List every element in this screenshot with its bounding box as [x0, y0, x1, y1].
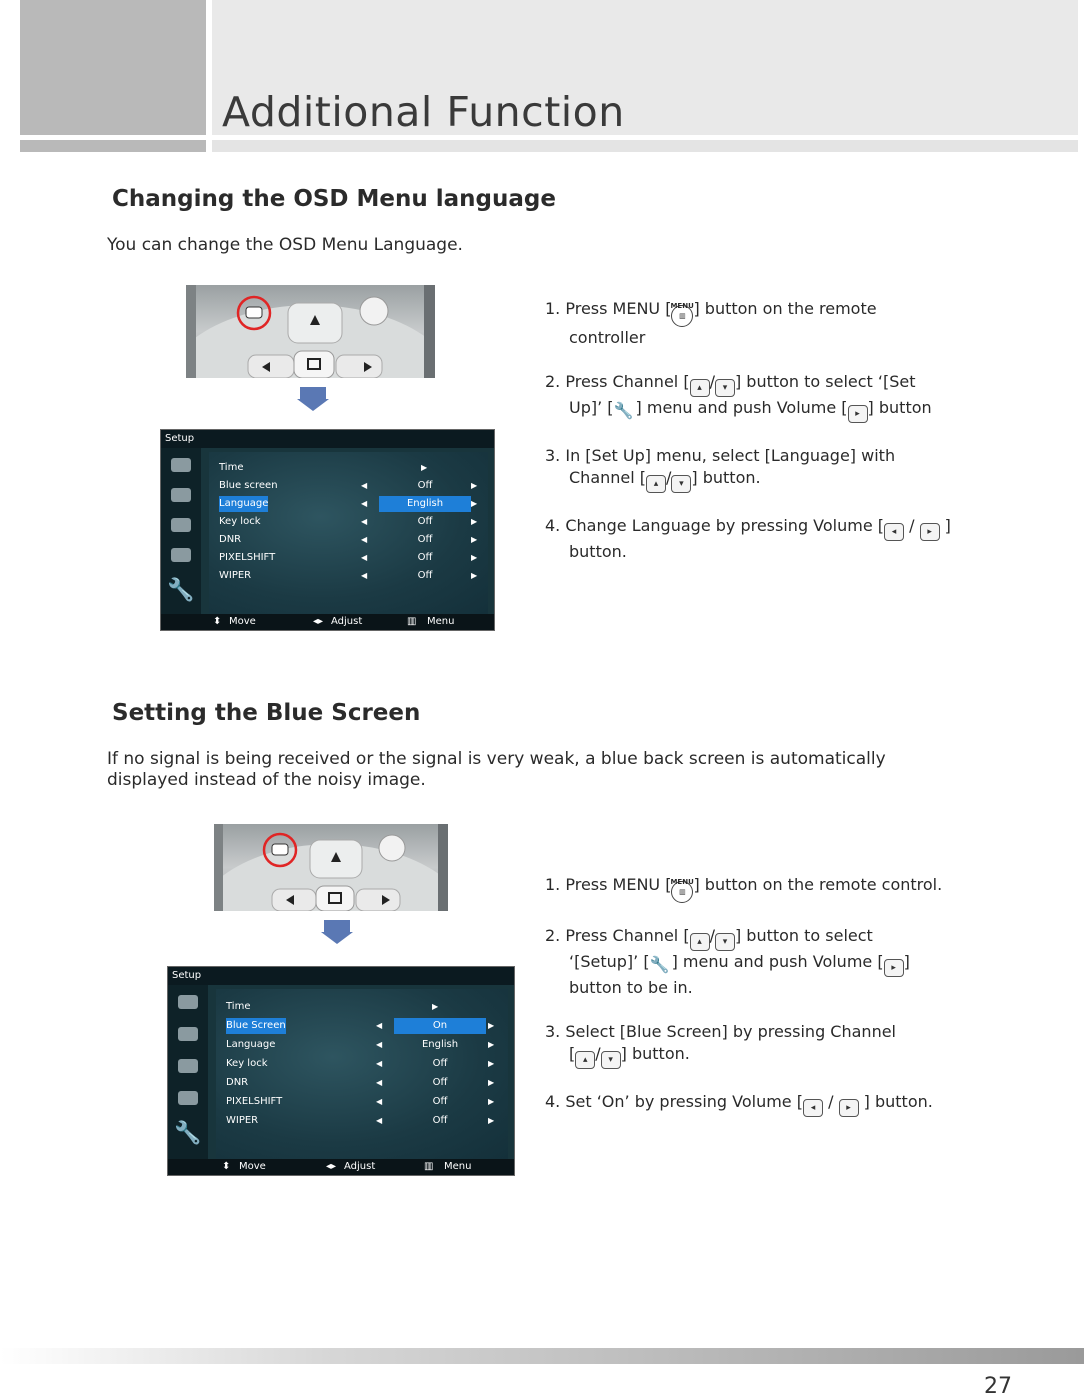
step-3: 3. Select [Blue Screen] by pressing Channel [ ▴ / ▾ ] button.: [545, 1021, 1015, 1069]
osd-sidebar: [168, 985, 208, 1159]
input-icon: [178, 1091, 198, 1105]
section-intro: You can change the OSD Menu Language.: [107, 235, 463, 255]
osd-row: Blue screen ◀ Off ▶: [219, 480, 478, 491]
osd-row: Time ▶: [226, 1001, 439, 1012]
osd-row: DNR ◀ Off ▶: [226, 1077, 495, 1088]
channel-down-icon: ▾: [671, 475, 691, 493]
step-4: 4. Change Language by pressing Volume [ ◂ / ▸ ] button.: [545, 516, 951, 561]
menu-button-icon: MENU ▥: [671, 881, 693, 903]
wrench-icon: 🔧: [174, 1121, 202, 1146]
step-1: 1. Press MENU [MENU ▥ ] button on the remote controller: [545, 298, 1005, 349]
channel-up-icon: ▴: [690, 933, 710, 951]
arrow-down-icon: [300, 387, 326, 399]
channel-up-icon: ▴: [646, 475, 666, 493]
arrow-down-head-icon: [297, 399, 329, 411]
remote-control-image: [214, 824, 448, 911]
osd-row: PIXELSHIFT ◀ Off ▶: [219, 552, 478, 563]
sound-mode-icon: [178, 1027, 198, 1041]
setup-wrench-icon: 🔧: [613, 401, 634, 420]
step-2: 2. Press Channel [ ▴ / ▾ ] button to select ‘[Setup]’ [🔧 ] menu and push Volume [ ▸ ] button to be in.: [545, 926, 910, 997]
menu-icon: ▥: [407, 616, 417, 627]
steps-list-osd-language: [545, 298, 1005, 585]
channel-down-icon: ▾: [601, 1051, 621, 1069]
osd-setup-menu: [160, 429, 495, 631]
remote-control-image: [186, 285, 435, 378]
section-title-osd-language: Changing the OSD Menu language: [112, 186, 556, 212]
osd-footer: ⬍ Move ◂▸ Adjust ▥ Menu: [161, 614, 494, 630]
arrow-down-head-icon: [321, 932, 353, 944]
osd-main-panel: [209, 452, 488, 614]
step-4: 4. Set ‘On’ by pressing Volume [ ◂ / ▸ ] button.: [545, 1091, 1015, 1117]
wrench-icon: 🔧: [167, 578, 195, 603]
osd-row: Key lock ◀ Off ▶: [219, 516, 478, 527]
step-2: 2. Press Channel [ ▴ / ▾ ] button to select ‘[Set Up]’ [🔧 ] menu and push Volume [ ▸ ] button: [545, 371, 1005, 423]
step-3: 3. In [Set Up] menu, select [Language] with Channel [ ▴ / ▾ ] button.: [545, 445, 1005, 493]
osd-setup-menu: [167, 966, 515, 1176]
osd-row-selected: Language ◀ English ▶: [219, 496, 482, 512]
osd-row-selected: Blue Screen ◀ On ▶: [226, 1018, 502, 1034]
remote-illustration: [214, 824, 448, 911]
osd-row: Language ◀ English ▶: [226, 1039, 495, 1050]
remote-illustration: [186, 285, 435, 378]
setup-wrench-icon: 🔧: [649, 955, 670, 974]
osd-footer: ⬍ Move ◂▸ Adjust ▥ Menu: [168, 1159, 514, 1175]
volume-up-icon: ▸: [884, 959, 904, 977]
step-1: 1. Press MENU [MENU ▥ ] button on the remote control.: [545, 874, 1015, 903]
section-intro-line-1: If no signal is being received or the signal is very weak, a blue back screen is automatically: [107, 749, 886, 769]
osd-row: PIXELSHIFT ◀ Off ▶: [226, 1096, 495, 1107]
picture-icon: [171, 458, 191, 472]
osd-sidebar: [161, 448, 201, 614]
move-icon: ⬍: [222, 1161, 231, 1172]
picture-icon: [178, 995, 198, 1009]
footer-bar: [0, 1348, 1084, 1364]
channel-down-icon: ▾: [715, 933, 735, 951]
channel-up-icon: ▴: [690, 379, 710, 397]
input-icon: [171, 548, 191, 562]
arrow-down-icon: [324, 920, 350, 932]
volume-up-icon: ▸: [920, 523, 940, 541]
section-title-blue-screen: Setting the Blue Screen: [112, 700, 421, 726]
move-icon: ⬍: [213, 616, 222, 627]
menu-icon: ▥: [424, 1161, 434, 1172]
page-number: 27: [984, 1374, 1012, 1399]
adjust-icon: ◂▸: [326, 1161, 337, 1172]
menu-button-icon: MENU ▥: [671, 305, 693, 327]
channel-up-icon: ▴: [575, 1051, 595, 1069]
osd-row: WIPER ◀ Off ▶: [219, 570, 478, 581]
header-rule-left: [20, 140, 206, 152]
sound-mode-icon: [171, 488, 191, 502]
speaker-icon: [178, 1059, 198, 1073]
osd-main-panel: [216, 989, 508, 1159]
section-intro-line-2: displayed instead of the noisy image.: [107, 770, 426, 790]
volume-up-icon: ▸: [839, 1099, 859, 1117]
page-title: Additional Function: [222, 88, 625, 136]
volume-down-icon: ◂: [884, 523, 904, 541]
channel-down-icon: ▾: [715, 379, 735, 397]
osd-header: Setup: [161, 430, 494, 448]
osd-row: Time ▶: [219, 462, 428, 473]
adjust-icon: ◂▸: [313, 616, 324, 627]
osd-row: Key lock ◀ Off ▶: [226, 1058, 495, 1069]
osd-row: DNR ◀ Off ▶: [219, 534, 478, 545]
osd-header: Setup: [168, 967, 514, 985]
volume-down-icon: ◂: [803, 1099, 823, 1117]
volume-up-icon: ▸: [848, 405, 868, 423]
speaker-icon: [171, 518, 191, 532]
steps-list-blue-screen: [545, 874, 1015, 1139]
header-block-left: [20, 0, 206, 135]
osd-row: WIPER ◀ Off ▶: [226, 1115, 495, 1126]
header-rule-right: [212, 140, 1078, 152]
